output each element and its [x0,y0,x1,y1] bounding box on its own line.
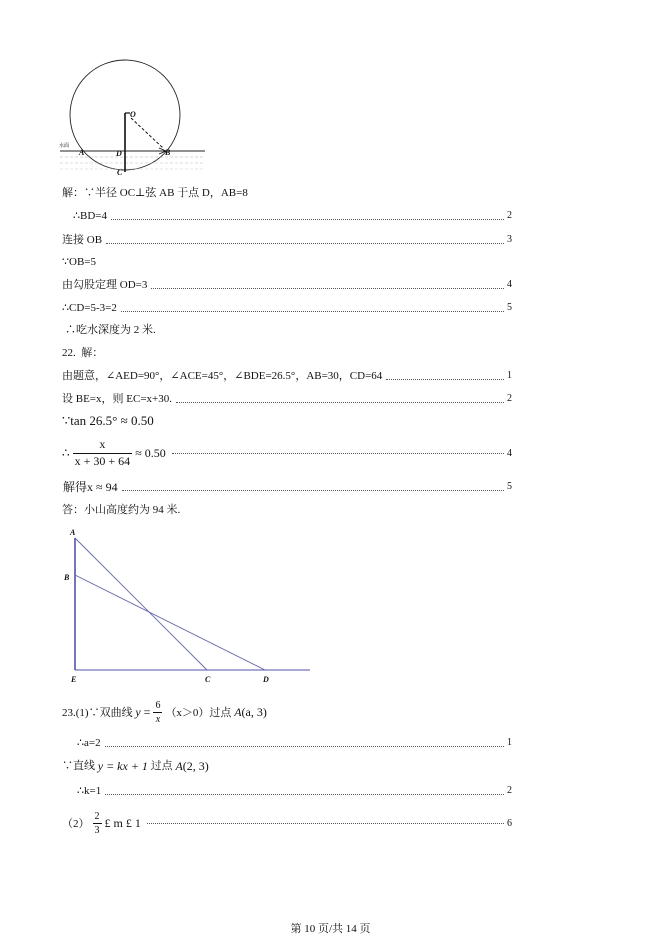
q22-line-4-prefix: ∴ [62,445,70,460]
q21-line-3-text: 连接 OB [62,234,103,246]
q21-line-6-text: ∴CD=5-3=2 [62,302,117,314]
score-mark: 2 [507,393,512,404]
q22-line-4-suffix: ≈ 0.50 [135,445,166,460]
fraction-denominator: x + 30 + 64 [74,453,131,468]
q23-line-3-expr: y = kx + 1 [97,759,148,773]
dotted-leader [105,794,504,795]
q23-line-3-mid: 过点 [147,760,176,772]
q22-heading-text: 22. 解： [62,347,104,359]
q22-line-1 [62,369,512,383]
dotted-leader [147,823,504,824]
q22-line-2-text: 设 BE=x，则 EC=x+30. [62,393,172,405]
label-e: E [71,675,77,684]
q22-line-5-text: 解得x ≈ 94 [63,480,118,494]
q23-line-4-text: ∴k=1 [77,785,102,797]
fraction-bar [93,823,102,824]
label-d: D [116,149,122,158]
label-o: O [130,110,136,119]
score-mark: 2 [507,785,512,796]
label-c: C [205,675,211,684]
q21-line-5-text: 由勾股定理 OD=3 [62,279,148,291]
score-mark: 4 [507,447,512,459]
q23-line-1-prefix: 23.(1)∵双曲线 [62,707,136,719]
q22-line-1-text: 由题意，∠AED=90°，∠ACE=45°，∠BDE=26.5°，AB=30，CD=64 [62,370,383,382]
fraction [73,438,133,467]
score-mark: 6 [507,817,512,829]
label-c: C [117,168,123,177]
q23-line-1-eq: = [140,704,151,719]
dotted-leader [176,402,504,403]
q22-line-4 [62,437,512,469]
score-mark: 5 [507,481,512,492]
fraction-numerator: 6 [155,699,161,711]
dotted-leader [105,746,504,747]
label-a: A [79,148,85,157]
q21-line-3 [62,233,512,247]
score-mark: 4 [507,279,512,290]
dotted-leader [172,453,504,454]
q22-answer-text: 答：小山高度约为 94 米. [62,504,181,516]
q23-line-2-text: ∴a=2 [77,737,101,749]
q23-line-1-point: A [234,704,242,719]
q23-line-5-prefix: （2） [62,818,90,830]
score-mark: 1 [507,370,512,381]
q23-line-4 [77,784,512,798]
q21-line-2-text: ∴BD=4 [73,210,107,222]
q23-line-2 [77,736,512,750]
triangle-figure [60,525,320,687]
q23-line-5-expr: £ m £ 1 [104,815,141,830]
dotted-leader [122,490,504,491]
q22-line-3-text: ∵tan 26.5° ≈ 0.50 [62,413,154,428]
q21-conclusion-text: ∴吃水深度为 2 米. [65,324,156,336]
q21-line-1-text: 解：∵半径 OC⊥弦 AB 于点 D，AB=8 [62,187,248,199]
fraction-denominator: x [155,713,161,725]
dotted-leader [386,379,504,380]
fraction [93,811,102,836]
q21-line-4-text: ∵OB=5 [62,256,96,268]
q23-line-3-prefix: ∵直线 [62,760,98,772]
label-b: B [64,573,70,582]
segment-ac [75,538,207,670]
fraction [153,700,162,725]
q23-line-3 [62,759,512,773]
score-mark: 2 [507,210,512,221]
q22-line-2 [62,392,512,406]
q23-line-1-condition: （x＞0）过点 [165,707,235,719]
q21-line-4 [62,255,512,269]
segment-bd [75,575,265,670]
q21-line-6 [62,301,512,315]
q22-answer [62,503,512,517]
radius-ob-dashed-line [131,118,163,148]
q21-line-1 [62,186,512,200]
score-mark: 1 [507,737,512,748]
fraction-bar [153,712,162,713]
label-a: A [70,528,76,537]
q22-heading [62,346,512,360]
dotted-leader [106,243,504,244]
q21-line-5 [62,278,512,292]
q23-line-1-coords: (a, 3) [241,704,267,719]
score-mark: 5 [507,302,512,313]
q23-line-5 [62,808,512,838]
fraction-numerator: x [99,437,106,452]
dotted-leader [111,219,504,220]
page-number: 第 10 页/共 14 页 [290,923,371,935]
q22-line-3 [62,413,512,429]
label-water: 水面 [59,144,70,149]
label-b: B [165,148,171,157]
q23-line-3-point: A [175,759,183,773]
q21-conclusion [65,323,515,337]
q22-line-5 [63,480,512,494]
dotted-leader [121,311,504,312]
fraction-denominator: 3 [94,824,100,836]
page-footer [0,920,661,936]
circle-water-figure [55,55,215,180]
q21-line-2 [73,209,512,223]
label-d: D [263,675,269,684]
dotted-leader [151,288,504,289]
score-mark: 3 [507,234,512,245]
q23-line-1-var: y [135,704,141,719]
fraction-numerator: 2 [94,810,100,822]
q23-line-3-coords: (2, 3) [182,759,209,773]
q23-line-1 [62,697,512,727]
